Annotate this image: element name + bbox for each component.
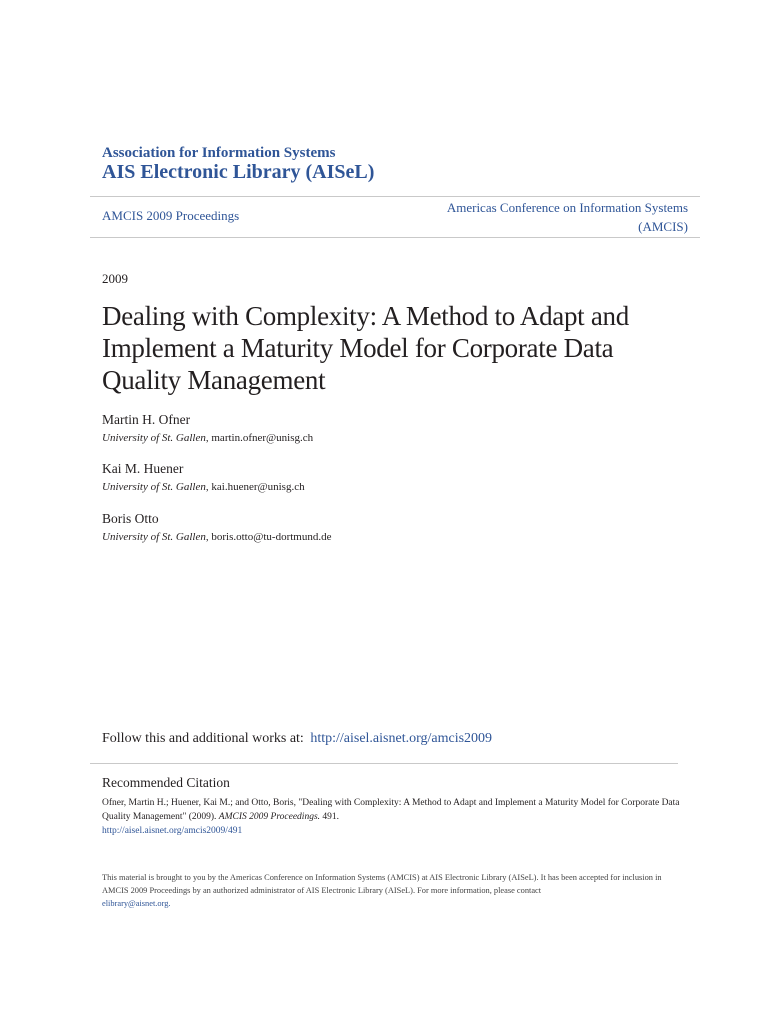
follow-text: Follow this and additional works at: <box>102 731 304 746</box>
author-email: boris.otto@tu-dortmund.de <box>211 531 332 543</box>
nav-divider <box>90 237 700 238</box>
citation-body <box>102 796 682 838</box>
citation-number: 491. <box>322 812 340 822</box>
citation-text: Ofner, Martin H.; Huener, Kai M.; and Otto, Boris, "Dealing with Complexity: A Method to Adapt and Implement a Maturity Model for Corporate Data Quality Management" (2009). <box>102 798 680 822</box>
footer-text: This material is brought to you by the Americas Conference on Information Systems (AMCIS) at AIS Electronic Library (AISeL). It has been accepted for inclusion in AMCIS 2009 Proceedings by an authorized administrator of AIS Electronic Library (AISeL). For more information, please contact <box>102 873 662 895</box>
author-affiliation: University of St. Gallen, kai.huener@unisg.ch <box>102 481 305 493</box>
citation-heading: Recommended Citation <box>102 775 230 790</box>
contact-email-link[interactable]: elibrary@aisnet.org. <box>102 899 171 908</box>
paper-title: Dealing with Complexity: A Method to Adapt and Implement a Maturity Model for Corporate Data Quality Management <box>102 301 629 395</box>
conference-link[interactable] <box>388 198 688 236</box>
association-name[interactable]: Association for Information Systems <box>102 145 336 161</box>
follow-line <box>102 731 492 747</box>
author-affiliation: University of St. Gallen, martin.ofner@unisg.ch <box>102 432 314 444</box>
publication-year: 2009 <box>102 271 128 286</box>
footer-notice <box>102 871 682 910</box>
conference-line-1: Americas Conference on Information Systems <box>446 200 688 215</box>
author-email: martin.ofner@unisg.ch <box>211 432 314 444</box>
author-institution: University of St. Gallen <box>102 432 206 444</box>
follow-link[interactable]: http://aisel.aisnet.org/amcis2009 <box>310 731 493 746</box>
proceedings-link[interactable]: AMCIS 2009 Proceedings <box>102 208 240 223</box>
author-affiliation: University of St. Gallen, boris.otto@tu-dortmund.de <box>102 531 332 543</box>
library-name[interactable]: AIS Electronic Library (AISeL) <box>102 161 375 183</box>
author-name: Kai M. Huener <box>102 461 184 476</box>
author-institution: University of St. Gallen <box>102 481 206 493</box>
author-email: kai.huener@unisg.ch <box>211 481 305 493</box>
conference-line-2: (AMCIS) <box>638 219 688 234</box>
citation-link[interactable]: http://aisel.aisnet.org/amcis2009/491 <box>102 826 243 836</box>
citation-divider <box>90 763 678 764</box>
top-divider <box>90 196 700 197</box>
citation-source: AMCIS 2009 Proceedings. <box>218 812 321 822</box>
author-institution: University of St. Gallen <box>102 531 206 543</box>
author-name: Boris Otto <box>102 511 159 526</box>
author-name: Martin H. Ofner <box>102 412 191 427</box>
